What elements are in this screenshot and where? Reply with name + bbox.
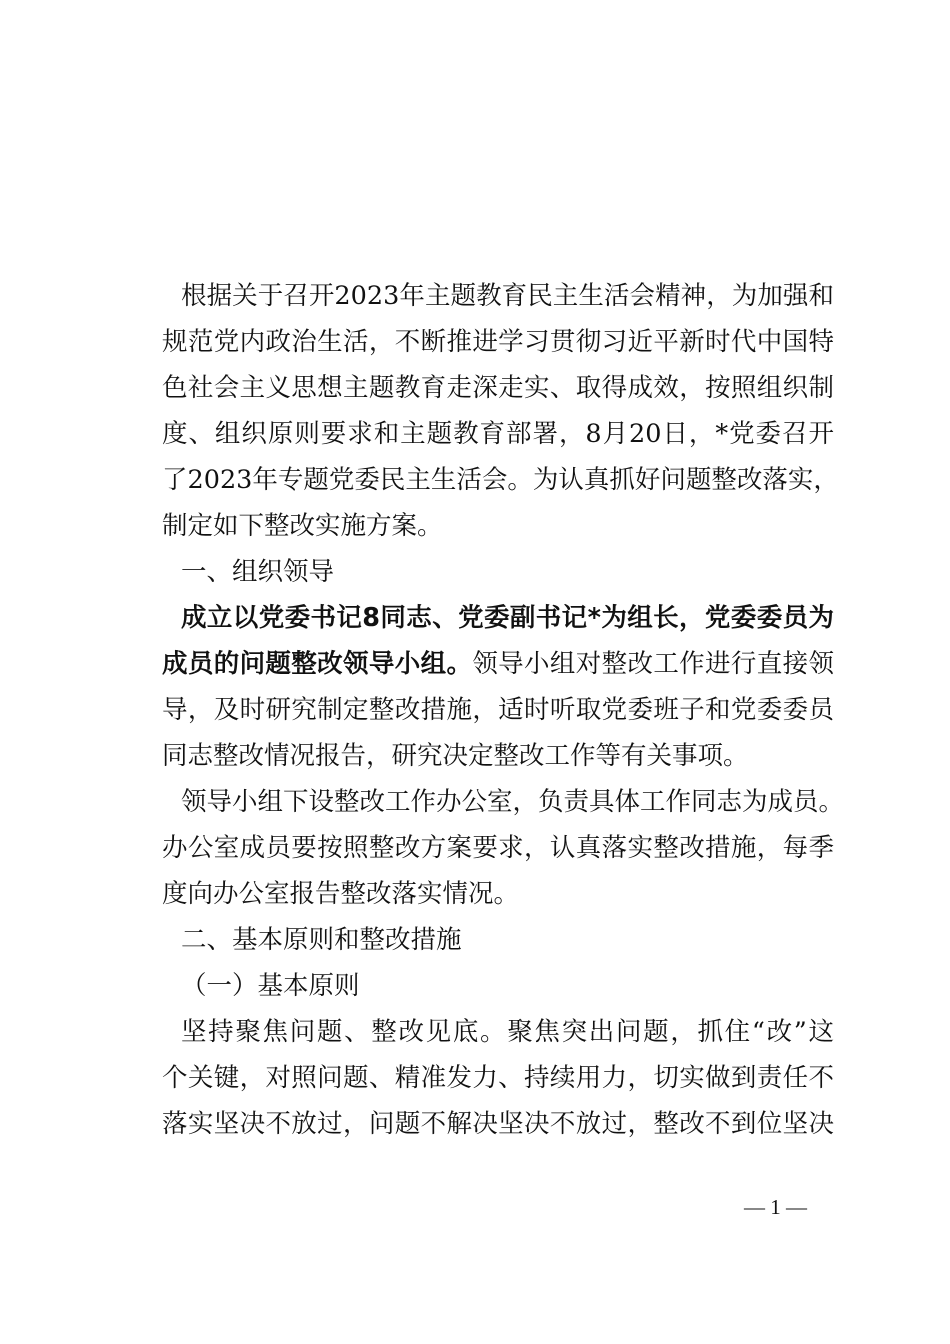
paragraph-line-bold: 成立以党委书记8同志、党委副书记*为组长，党委委员为 bbox=[181, 603, 834, 633]
paragraph-line: 度、组织原则要求和主题教育部署，8月20日，*党委召开 bbox=[162, 419, 834, 449]
paragraph-line: 领导小组下设整改工作办公室，负责具体工作同志为成员。 bbox=[181, 787, 845, 817]
page-number: — 1 — bbox=[744, 1195, 807, 1219]
paragraph-line: 落实坚决不放过，问题不解决坚决不放过，整改不到位坚决 bbox=[162, 1109, 834, 1139]
regular-phrase: 领导小组对整改工作进行直接领 bbox=[472, 649, 834, 679]
paragraph-line: 色社会主义思想主题教育走深走实、取得成效，按照组织制 bbox=[162, 373, 834, 403]
section-heading: 二、基本原则和整改措施 bbox=[181, 925, 462, 955]
paragraph-line: 了2023年专题党委民主生活会。为认真抓好问题整改落实， bbox=[162, 465, 839, 495]
paragraph-line-mixed bbox=[162, 644, 834, 684]
paragraph-line: 导，及时研究制定整改措施，适时听取党委班子和党委委员 bbox=[162, 695, 834, 725]
paragraph-line: 规范党内政治生活，不断推进学习贯彻习近平新时代中国特 bbox=[162, 327, 834, 357]
paragraph-line: 制定如下整改实施方案。 bbox=[162, 511, 443, 541]
bold-phrase: 成员的问题整改领导小组。 bbox=[162, 649, 473, 679]
subsection-heading: （一）基本原则 bbox=[181, 971, 360, 1001]
paragraph-line: 根据关于召开2023年主题教育民主生活会精神，为加强和 bbox=[181, 281, 834, 311]
paragraph-line: 坚持聚焦问题、整改见底。聚焦突出问题，抓住“改”这 bbox=[181, 1017, 834, 1047]
paragraph-line: 同志整改情况报告，研究决定整改工作等有关事项。 bbox=[162, 741, 749, 771]
section-heading: 一、组织领导 bbox=[181, 557, 335, 587]
paragraph-line: 度向办公室报告整改落实情况。 bbox=[162, 879, 520, 909]
paragraph-line: 办公室成员要按照整改方案要求，认真落实整改措施，每季 bbox=[162, 833, 834, 863]
paragraph-line: 个关键，对照问题、精准发力、持续用力，切实做到责任不 bbox=[162, 1063, 834, 1093]
